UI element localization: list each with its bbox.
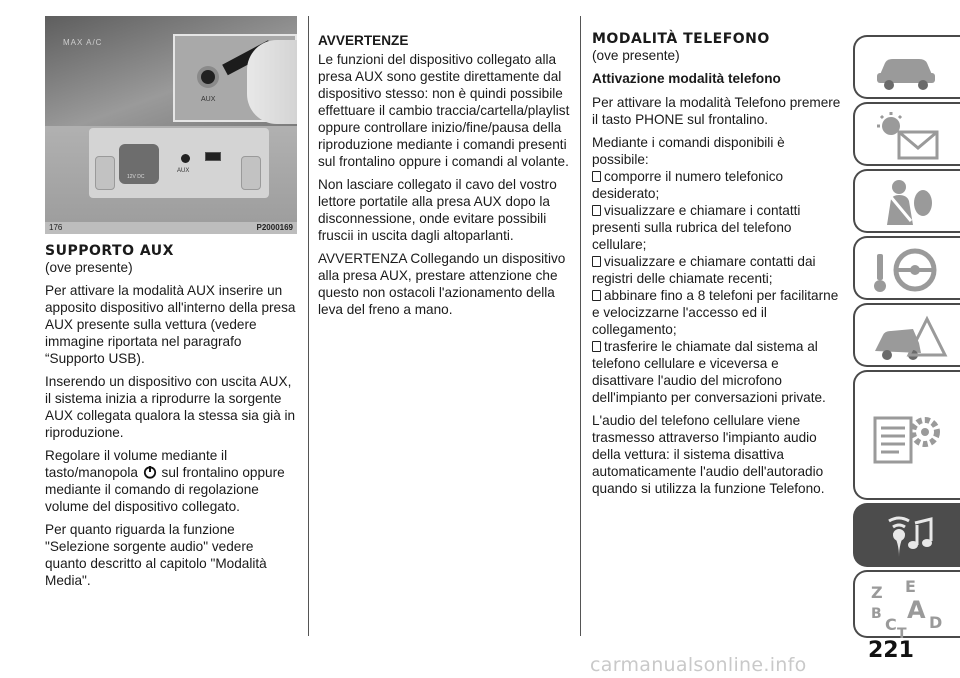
tab-warning-lights[interactable] [853,102,960,166]
aux-socket-photo [45,16,297,222]
seatbelt-airbag-icon [869,177,949,229]
column-phone [592,32,842,503]
list-item-text: abbinare fino a 8 telefoni per facilitarne e velocizzarne l'accesso ed il collegamento; [592,288,839,337]
tab-car[interactable] [853,35,960,99]
tab-starting-driving[interactable] [853,236,960,300]
figure-caption [45,222,297,234]
tab-emergency[interactable] [853,303,960,367]
index-letter: A [907,596,926,624]
list-item-text: visualizzare e chiamare i contatti presenti sulla rubrica del telefono cellulare; [592,203,801,252]
column-divider-2 [580,16,581,636]
list-item [592,168,842,202]
chapter-sidebar [853,35,960,638]
phone-closing: L'audio del telefono cellulare viene trasmesso attraverso l'impianto audio della vettura: il sistema disattiva automaticamente l'audio dell'autoradio quando si utilizza la funzione Telefono. [592,413,825,496]
warnings-para-1: Le funzioni del dispositivo collegato alla presa AUX sono gestite direttamente dal dispositivo stesso: non è quindi possibile effettuare il cambio traccia/cartella/playlist oppure controllare inizio/fine/pausa della riproduzione mediante i comandi presenti sul frontalino oppure i comandi al volante. [318,52,570,169]
tab-maintenance[interactable] [853,370,960,500]
hand-shape [247,40,297,124]
warnings-title: AVVERTENZE [318,33,409,48]
breakdown-icon [869,311,949,363]
aux-para-4: Per quanto riguarda la funzione "Selezione sorgente audio" vedere quanto descritto al capitolo "Modalità Media". [45,522,267,588]
power-knob-icon [143,465,157,479]
socket-label: 12V DC [127,174,145,180]
list-item-text: trasferire le chiamate dal sistema al telefono cellulare e viceversa e disattivare l'audio del microfono dell'impianto per conversazioni private. [592,339,826,405]
checkbox-bullet-icon [592,171,601,182]
aux-title: SUPPORTO AUX [45,243,174,259]
page-number: 221 [868,638,914,663]
aux-subtitle: (ove presente) [45,260,133,275]
figure-number: 176 [49,223,63,232]
ac-label: MAX A/C [63,38,103,47]
column-warnings [318,32,572,324]
column-aux [45,244,297,595]
list-item [592,202,842,253]
warnings-para-3: AVVERTENZA Collegando un dispositivo alla presa AUX, prestare attenzione che questo non ostacoli l'azionamento della leva del freno a mano. [318,251,566,317]
index-letter: D [929,613,943,632]
list-item-text: comporre il numero telefonico desiderato; [592,169,784,201]
phone-subtitle: (ove presente) [592,48,680,63]
index-letter: E [905,578,916,596]
checkbox-bullet-icon [592,205,601,216]
tab-index[interactable] [853,570,960,638]
car-icon [869,43,949,93]
checkbox-bullet-icon [592,290,601,301]
aux-inset-label: AUX [201,96,216,103]
aux-jack-panel [181,154,190,163]
index-letters-icon [869,578,951,638]
list-item [592,338,842,406]
list-item [592,287,842,338]
index-letter: B [871,606,882,622]
aux-para-3-start: Regolare il volume mediante il tasto/manopola [45,448,228,480]
switch-left [95,156,115,190]
checkbox-bullet-icon [592,341,601,352]
watermark: carmanualsonline.info [590,654,807,676]
tab-safety[interactable] [853,169,960,233]
key-steering-wheel-icon [869,244,949,296]
aux-para-1: Per attivare la modalità AUX inserire un apposito dispositivo all'interno della presa AUX presente sulla vettura (vedere immagine riportata nel paragrafo “Supporto USB). [45,283,296,366]
aux-para-3-end: sul frontalino oppure mediante il comando di regolazione volume del dispositivo collegato. [45,465,285,514]
index-letter: C [885,615,897,634]
multimedia-icon [869,511,949,563]
aux-para-3 [45,447,297,515]
usb-port [205,152,221,161]
list-item-text: visualizzare e chiamare contatti dai registri delle chiamate recenti; [592,254,816,286]
phone-activation-text: Per attivare la modalità Telefono premere il tasto PHONE sul frontalino. [592,95,841,127]
aux-inset-detail [173,34,297,122]
switch-right [241,156,261,190]
warnings-para-2: Non lasciare collegato il cavo del vostro lettore portatile alla presa AUX dopo la disconnessione, onde evitare possibili fruscii in uscita dagli altoparlanti. [318,177,557,243]
figure-code: P2000169 [256,223,293,232]
phone-activation-heading: Attivazione modalità telefono [592,71,781,86]
aux-para-2: Inserendo un dispositivo con uscita AUX, il sistema inizia a riprodurre la sorgente AUX collegata qualora la stessa sia già in riproduzione. [45,374,296,440]
phone-feature-list [592,168,842,406]
index-letter: T [897,626,907,638]
aux-panel-label: AUX [177,168,190,174]
checkbox-bullet-icon [592,256,601,267]
column-divider-1 [308,16,309,636]
maintenance-gear-icon [869,378,949,488]
phone-title: MODALITÀ TELEFONO [592,31,770,47]
index-letter: Z [871,583,883,602]
power-socket [119,144,159,184]
tab-multimedia[interactable] [853,503,960,567]
warning-lights-icon [869,110,949,162]
list-item [592,253,842,287]
phone-intro: Mediante i comandi disponibili è possibile: [592,135,785,167]
aux-jack [201,70,215,84]
